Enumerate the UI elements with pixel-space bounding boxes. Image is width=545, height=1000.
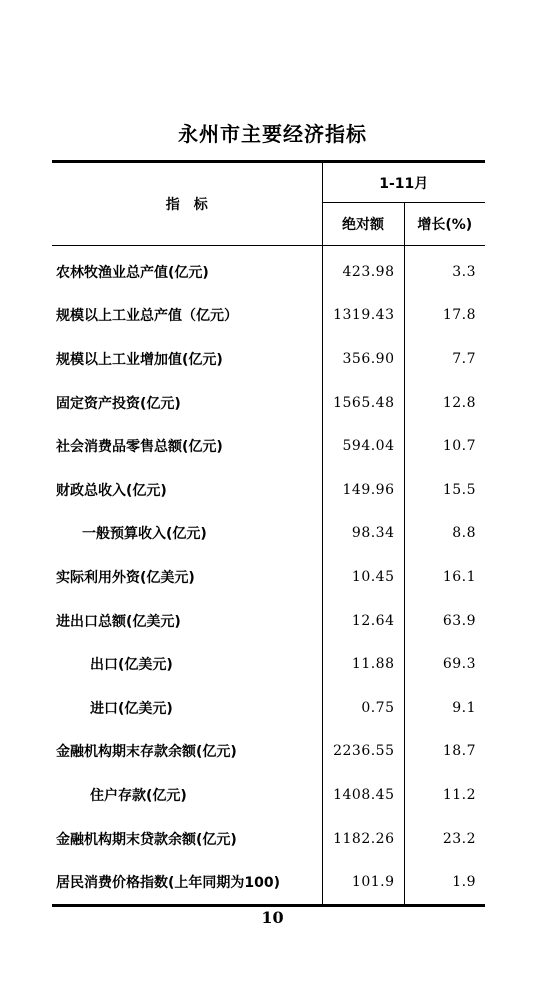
growth-rate: 1.9 xyxy=(404,860,485,905)
indicator-name: 农林牧渔业总产值(亿元) xyxy=(56,264,209,281)
absolute-value: 1319.43 xyxy=(322,294,404,338)
table-row xyxy=(52,730,485,774)
table-row xyxy=(52,773,485,817)
page-number: 10 xyxy=(261,908,284,927)
table-row xyxy=(52,424,485,468)
table-row xyxy=(52,468,485,512)
growth-rate: 63.9 xyxy=(404,599,485,643)
absolute-value-column-header: 绝对额 xyxy=(322,203,404,246)
absolute-value: 423.98 xyxy=(322,246,404,294)
indicator-header-label: 指 标 xyxy=(165,197,208,213)
absolute-value: 10.45 xyxy=(322,555,404,599)
absolute-value: 11.88 xyxy=(322,642,404,686)
growth-rate: 8.8 xyxy=(404,512,485,556)
indicator-name: 规模以上工业总产值（亿元） xyxy=(56,308,238,325)
growth-rate: 15.5 xyxy=(404,468,485,512)
absolute-value: 0.75 xyxy=(322,686,404,730)
growth-rate-column-header: 增长(%) xyxy=(404,203,485,246)
table-row xyxy=(52,512,485,556)
growth-rate: 7.7 xyxy=(404,337,485,381)
indicator-name: 进口(亿美元) xyxy=(90,700,173,717)
period-column-header: 1-11月 xyxy=(322,162,485,203)
growth-rate: 3.3 xyxy=(404,246,485,294)
absolute-value: 1182.26 xyxy=(322,817,404,861)
indicator-name: 居民消费价格指数(上年同期为100) xyxy=(56,875,281,892)
table-row xyxy=(52,294,485,338)
absolute-value: 594.04 xyxy=(322,424,404,468)
table-row xyxy=(52,686,485,730)
growth-rate: 11.2 xyxy=(404,773,485,817)
absolute-value: 149.96 xyxy=(322,468,404,512)
page-title: 永州市主要经济指标 xyxy=(178,122,367,146)
table-row xyxy=(52,817,485,861)
indicator-name: 进出口总额(亿美元) xyxy=(56,613,181,630)
indicator-column-header xyxy=(52,162,322,246)
growth-rate: 69.3 xyxy=(404,642,485,686)
growth-rate: 16.1 xyxy=(404,555,485,599)
absolute-value: 1408.45 xyxy=(322,773,404,817)
table-body xyxy=(52,246,485,906)
indicator-name: 金融机构期末存款余额(亿元) xyxy=(56,744,237,761)
table-row xyxy=(52,599,485,643)
growth-rate: 10.7 xyxy=(404,424,485,468)
indicator-name: 一般预算收入(亿元) xyxy=(82,526,207,543)
table-row xyxy=(52,381,485,425)
indicator-name: 出口(亿美元) xyxy=(90,657,173,674)
indicator-name: 规模以上工业增加值(亿元) xyxy=(56,351,223,368)
table-row xyxy=(52,860,485,905)
economic-indicators-table xyxy=(52,160,485,907)
table-row xyxy=(52,337,485,381)
table-row xyxy=(52,642,485,686)
absolute-value: 98.34 xyxy=(322,512,404,556)
table-row xyxy=(52,246,485,294)
absolute-value: 1565.48 xyxy=(322,381,404,425)
header-row-top xyxy=(52,162,485,203)
absolute-value: 101.9 xyxy=(322,860,404,905)
indicator-name: 固定资产投资(亿元) xyxy=(56,395,181,412)
indicator-name: 财政总收入(亿元) xyxy=(56,482,167,499)
absolute-value: 2236.55 xyxy=(322,730,404,774)
growth-rate: 9.1 xyxy=(404,686,485,730)
growth-rate: 18.7 xyxy=(404,730,485,774)
absolute-value: 356.90 xyxy=(322,337,404,381)
growth-rate: 12.8 xyxy=(404,381,485,425)
indicator-name: 住户存款(亿元) xyxy=(90,787,187,804)
indicator-name: 社会消费品零售总额(亿元) xyxy=(56,439,223,456)
indicator-name: 金融机构期末贷款余额(亿元) xyxy=(56,831,237,848)
indicator-name: 实际利用外资(亿美元) xyxy=(56,569,195,586)
absolute-value: 12.64 xyxy=(322,599,404,643)
growth-rate: 23.2 xyxy=(404,817,485,861)
table-row xyxy=(52,555,485,599)
growth-rate: 17.8 xyxy=(404,294,485,338)
